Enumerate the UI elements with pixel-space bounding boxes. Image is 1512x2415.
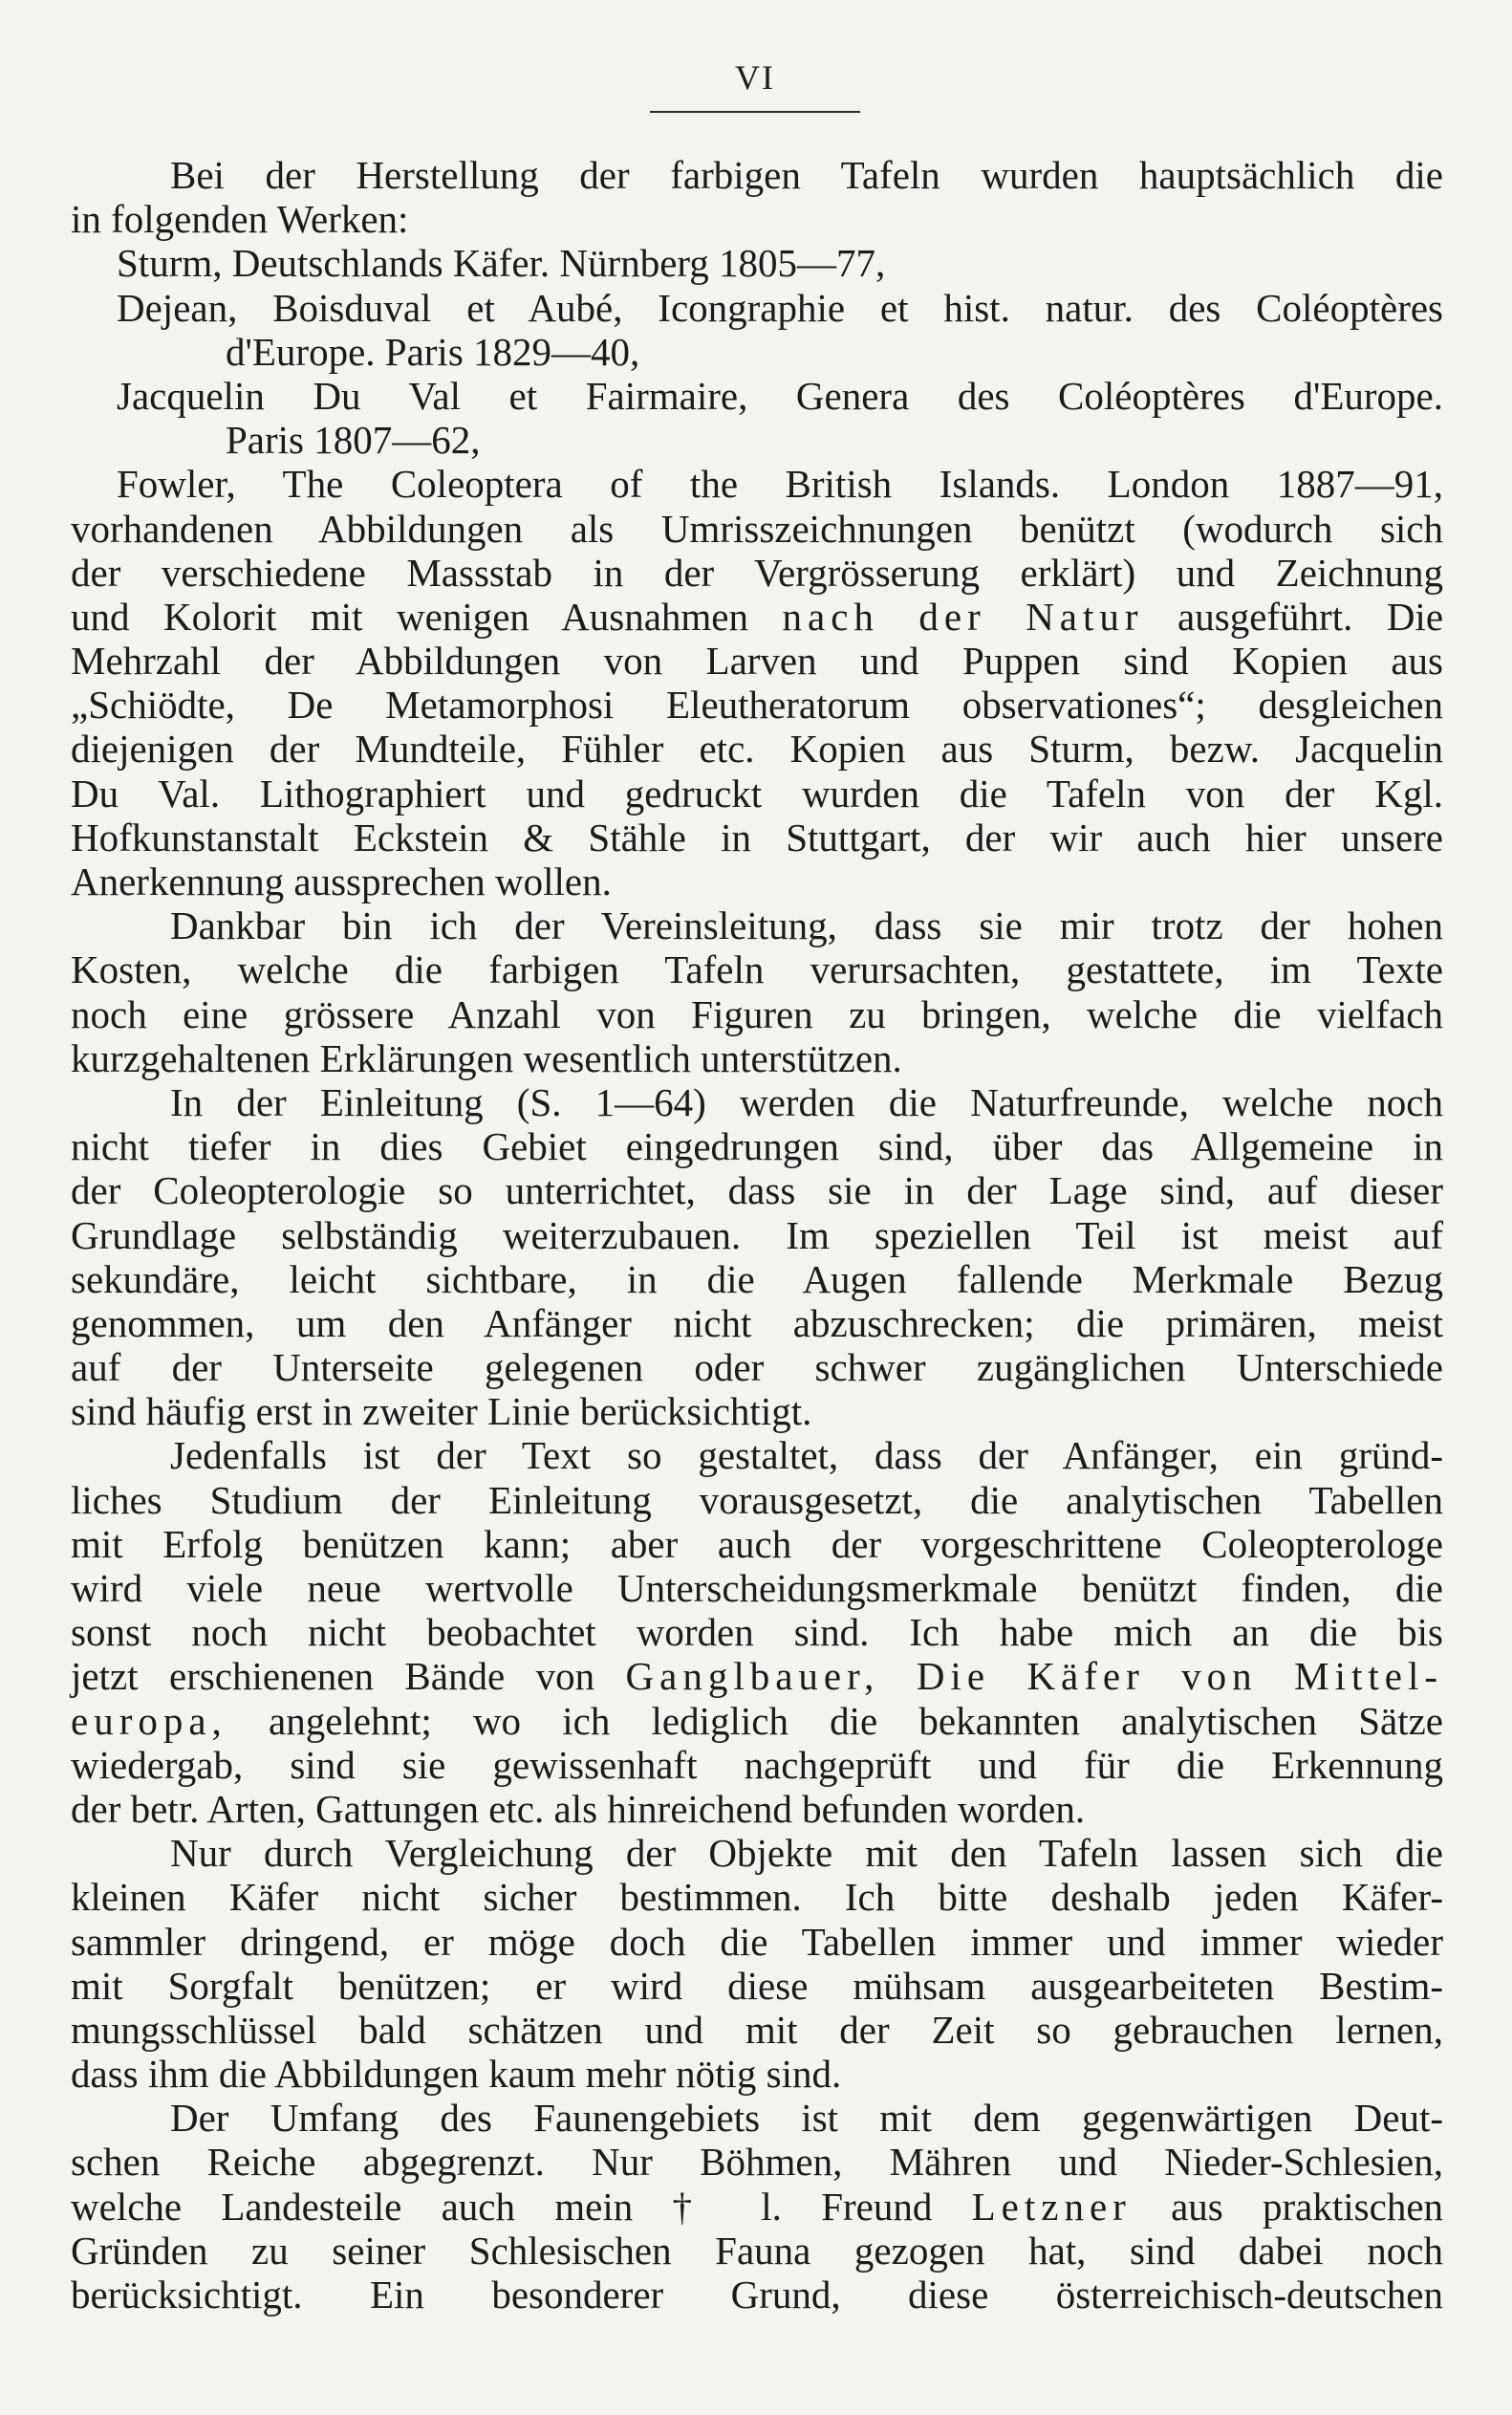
text-line: Der Umfang des Faunengebiets ist mit dem gegenwärtigen Deut- (170, 2096, 1443, 2141)
text-line: schen Reiche abgegrenzt. Nur Böhmen, Mähren und Nieder-Schlesien, (71, 2140, 1443, 2185)
text-line: Dankbar bin ich der Vereinsleitung, dass sie mir trotz der hohen (170, 903, 1443, 948)
text-line: Jedenfalls ist der Text so gestaltet, dass der Anfänger, ein gründ- (170, 1433, 1443, 1478)
page-number: VI (735, 58, 775, 97)
text-segment: angelehnt; wo ich lediglich die bekannten analytischen Sätze (269, 1698, 1443, 1743)
body-text (71, 153, 1443, 2317)
text-line: nicht tiefer in dies Gebiet eingedrungen sind, über das Allgemeine in (71, 1124, 1443, 1169)
text-line (71, 1654, 1443, 1698)
text-line: dass ihm die Abbildungen kaum mehr nötig sind. (71, 2052, 842, 2097)
text-line: sind häufig erst in zweiter Linie berücksichtigt. (71, 1389, 812, 1434)
text-line: kleinen Käfer nicht sicher bestimmen. Ich bitte deshalb jeden Käfer- (71, 1875, 1443, 1920)
text-line: wird viele neue wertvolle Unterscheidungsmerkmale benützt finden, die (71, 1566, 1443, 1610)
text-line: „Schiödte, De Metamorphosi Eleutheratorum observationes“; desgleichen (71, 683, 1443, 728)
text-line: wiedergab, sind sie gewissenhaft nachgeprüft und für die Erkennung (71, 1742, 1443, 1787)
page-number-rule (650, 111, 860, 113)
text-line: der betr. Arten, Gattungen etc. als hinreichend befunden worden. (71, 1786, 1086, 1831)
text-line: Du Val. Lithographiert und gedruckt wurden die Tafeln von der Kgl. (71, 771, 1443, 816)
text-line: mungsschlüssel bald schätzen und mit der Zeit so gebrauchen lernen, (71, 2007, 1443, 2052)
text-line: mit Sorgfalt benützen; er wird diese mühsam ausgearbeiteten Bestim- (71, 1963, 1443, 2008)
text-line: Kosten, welche die farbigen Tafeln verursachten, gestattete, im Texte (71, 947, 1443, 992)
text-line (71, 2185, 1443, 2229)
emphasized-text: Letzner (971, 2184, 1132, 2229)
text-line: noch eine grössere Anzahl von Figuren zu bringen, welche die vielfach (71, 991, 1443, 1036)
text-line (71, 1699, 1443, 1743)
emphasized-text: europa, (71, 1698, 227, 1743)
text-line: mit Erfolg benützen kann; aber auch der vorgeschrittene Coleopterologe (71, 1521, 1443, 1566)
text-line: der Coleopterologie so unterrichtet, dass sie in der Lage sind, auf dieser (71, 1168, 1443, 1213)
text-line: In der Einleitung (S. 1—64) werden die Naturfreunde, welche noch (170, 1079, 1443, 1124)
text-segment: ausgeführt. Die (1177, 594, 1444, 639)
text-line: vorhandenen Abbildungen als Umrisszeichnungen benützt (wodurch sich (71, 506, 1443, 551)
text-segment: aus praktischen (1171, 2184, 1444, 2229)
reference-line: d'Europe. Paris 1829—40, (226, 329, 640, 374)
text-line: auf der Unterseite gelegenen oder schwer zugänglichen Unterschiede (71, 1345, 1443, 1390)
reference-line: Jacquelin Du Val et Fairmaire, Genera des Coléoptères d'Europe. (117, 373, 1443, 418)
emphasized-text: nach der Natur (782, 594, 1144, 639)
text-line: diejenigen der Mundteile, Fühler etc. Kopien aus Sturm, bezw. Jacquelin (71, 727, 1443, 772)
text-line: Bei der Herstellung der farbigen Tafeln wurden hauptsächlich die (170, 153, 1443, 197)
text-line: Mehrzahl der Abbildungen von Larven und Puppen sind Kopien aus (71, 639, 1443, 684)
text-line: in folgenden Werken: (71, 197, 409, 242)
text-line: kurzgehaltenen Erklärungen wesentlich unterstützen. (71, 1035, 902, 1080)
reference-line: Fowler, The Coleoptera of the British Islands. London 1887—91, (117, 462, 1443, 507)
emphasized-text: Ganglbauer, Die Käfer von Mittel- (625, 1654, 1443, 1699)
text-segment: jetzt erschienenen Bände von (71, 1654, 595, 1699)
text-segment: welche Landesteile auch mein † l. Freund (71, 2184, 933, 2229)
text-line: der verschiedene Massstab in der Vergrösserung erklärt) und Zeichnung (71, 550, 1443, 595)
text-line: berücksichtigt. Ein besonderer Grund, diese österreichisch-deutschen (71, 2273, 1443, 2317)
text-line: Hofkunstanstalt Eckstein & Stähle in Stuttgart, der wir auch hier unsere (71, 815, 1443, 859)
text-line: genommen, um den Anfänger nicht abzuschrecken; die primären, meist (71, 1300, 1443, 1345)
text-line: sekundäre, leicht sichtbare, in die Augen fallende Merkmale Bezug (71, 1256, 1443, 1301)
text-line: sonst noch nicht beobachtet worden sind. Ich habe mich an die bis (71, 1610, 1443, 1655)
text-line: Gründen zu seiner Schlesischen Fauna gezogen hat, sind dabei noch (71, 2228, 1443, 2273)
text-line: sammler dringend, er möge doch die Tabellen immer und immer wieder (71, 1919, 1443, 1964)
reference-line: Dejean, Boisduval et Aubé, Icongraphie et hist. natur. des Coléoptères (117, 285, 1443, 330)
text-line: Anerkennung aussprechen wollen. (71, 859, 612, 903)
text-line (71, 595, 1443, 639)
reference-line: Sturm, Deutschlands Käfer. Nürnberg 1805—77, (117, 241, 886, 286)
reference-line: Paris 1807—62, (226, 418, 481, 463)
text-segment: und Kolorit mit wenigen Ausnahmen (71, 594, 749, 639)
text-line: Grundlage selbständig weiterzubauen. Im speziellen Teil ist meist auf (71, 1212, 1443, 1257)
text-line: liches Studium der Einleitung vorausgesetzt, die analytischen Tabellen (71, 1477, 1443, 1522)
text-line: Nur durch Vergleichung der Objekte mit den Tafeln lassen sich die (170, 1831, 1443, 1876)
